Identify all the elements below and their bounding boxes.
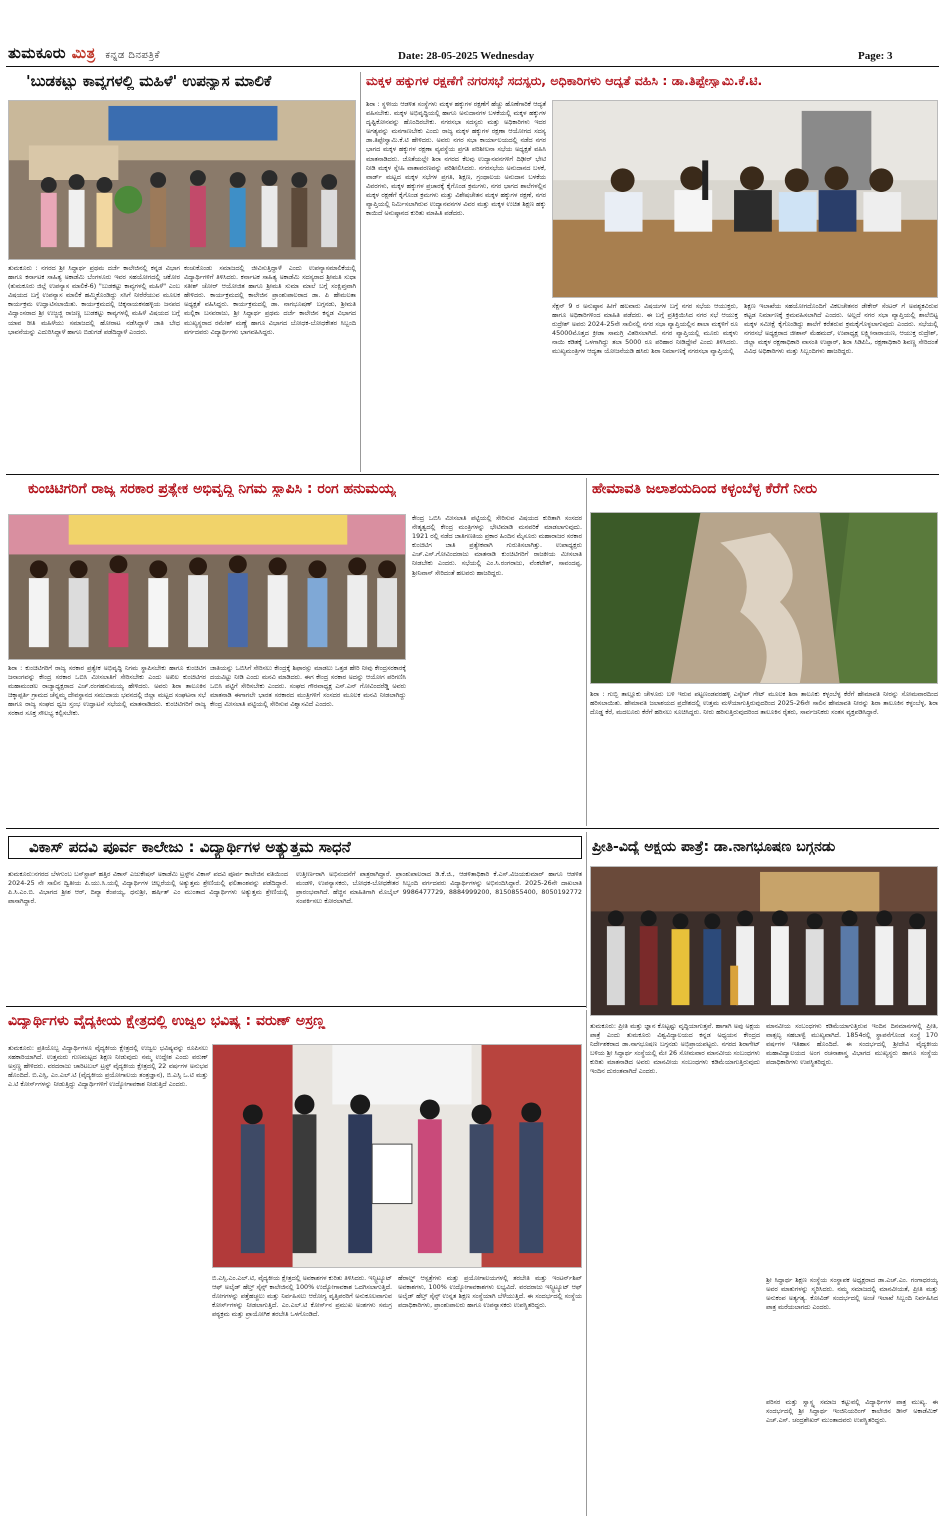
article-7-photo bbox=[212, 1044, 582, 1268]
issue-date: Date: 28-05-2025 Wednesday bbox=[398, 50, 535, 62]
article-5-text-col-2: ಉತ್ತೀರ್ಣರಾಗಿ ಅಭಿನಂದನೆಗೆ ಪಾತ್ರರಾಗಿದ್ದಾರೆ. ಪ್ರಾಂಶುಪಾಲರಾದ ಡಿ.ಕೆ.ಜಿ., ಆಡಳಿತಾಧಿಕಾರಿ ಕೆ.ಎಸ್.ವಿಜಯಕುಮಾರ್ ಹಾಗೂ ಆಡಳಿತ ಮಂಡಳಿ, ಉಪನ್ಯಾಸಕರು, ಬೋಧಕ-ಬೋಧಕೇತರ ಸಿಬ್ಬಂದಿ ವರ್ಗದವರು ವಿದ್ಯಾರ್ಥಿಗಳನ್ನು ಅಭಿನಂದಿಸಿದ್ದಾರೆ. 2025-26ನೇ ದಾಖಲಾತಿ ಪ್ರಾರಂಭವಾಗಿದೆ. ಹೆಚ್ಚಿನ ಮಾಹಿತಿಗಾಗಿ ಮೊಬೈಲ್ 9986477729, 8884999200, 8150855400, 8050192772 ಸಂಪರ್ಕಿಸಲು ಕೋರಲಾಗಿದೆ. bbox=[296, 870, 582, 906]
article-6-text-col-5: ಪರಿಸರ ಮತ್ತು ಸ್ವಾಸ್ಥ್ಯ ಸಮಾಜ ಕಟ್ಟುವಲ್ಲಿ ವಿದ್ಯಾರ್ಥಿಗಳ ಪಾತ್ರ ಮುಖ್ಯ. ಈ ಸಂದರ್ಭದಲ್ಲಿ ಶ್ರೀ ಸಿದ್ಧಾರ್ಥ ಇಂಜಿನಿಯರಿಂಗ್ ಕಾಲೇಜಿನ ಡೀನ್ ಅಕಾಡೆಮಿಕ್ ಎಚ್.ಎಸ್. ಚಂದ್ರಶೇಖರ್ ಮುಂತಾದವರು ಉಪಸ್ಥಿತರಿದ್ದರು. bbox=[766, 1398, 938, 1425]
section-rule-3 bbox=[6, 1006, 586, 1007]
article-4-headline: ಹೇಮಾವತಿ ಜಲಾಶಯದಿಂದ ಕಳ್ಳಂಬೆಳ್ಳ ಕೆರೆಗೆ ನೀರು bbox=[592, 482, 818, 497]
article-6-text-col-2: ಮಾನವೀಯ ಸಂಬಂಧಗಳು ಕಡಿಮೆಯಾಗುತ್ತಿರುವ ಇಂದಿನ ದಿನಮಾನಗಳಲ್ಲಿ ಪ್ರೀತಿ, ವಾತ್ಸಲ್ಯ ಸಹಬಾಳ್ವೆ ಮುಖ್ಯವಾಗಿದೆ. 1854ರಲ್ಲಿ ಸ್ಥಾಪನೆಗೊಂಡ ಸಂಸ್ಥೆ 170 ವರ್ಷಗಳ ಇತಿಹಾಸ ಹೊಂದಿದೆ. ಈ ಸಂದರ್ಭದಲ್ಲಿ ಶ್ರೀದೇವಿ ವೈದ್ಯಕೀಯ ಮಹಾವಿದ್ಯಾಲಯದ ಅಂಗ ರಚನಾಶಾಸ್ತ್ರ ವಿಭಾಗದ ಮುಖ್ಯಸ್ಥರು ಹಾಗೂ ಸಂಸ್ಥೆಯ ಪದಾಧಿಕಾರಿಗಳು ಉಪಸ್ಥಿತರಿದ್ದರು. bbox=[766, 1022, 938, 1067]
article-2-text-col-1: ಶಿರಾ : ಸ್ಥಳೀಯ ಆಡಳಿತ ಸಂಸ್ಥೆಗಳು ಮಕ್ಕಳ ಹಕ್ಕುಗಳ ರಕ್ಷಣೆಗೆ ಹೆಚ್ಚು ಹೊಣೆಗಾರಿಕೆ ಆದ್ಯತೆ ವಹಿಸಬೇಕು. ಮಕ್ಕಳ ಅಭಿವೃದ್ಧಿಯಲ್ಲಿ ಹಾಗೂ ಅನುದಾನಗಳ ಬಳಕೆಯಲ್ಲಿ ಮಕ್ಕಳ ಹಕ್ಕುಗಳ ದೃಷ್ಟಿಕೋನವನ್ನು ಹೊಂದಿರಬೇಕು. ನಗರಸಭಾ ಸದಸ್ಯರು ಮತ್ತು ಅಧಿಕಾರಿಗಳು ಇದರ ಅಗತ್ಯವನ್ನು ಮನಗಾಣಬೇಕು ಎಂದು ರಾಜ್ಯ ಮಕ್ಕಳ ಹಕ್ಕುಗಳ ರಕ್ಷಣಾ ಆಯೋಗದ ಸದಸ್ಯ ಡಾ.ತಿಪ್ಪೇಸ್ವಾಮಿ.ಕೆ.ಟಿ ಹೇಳಿದರು. ಅವರು ನಗರ ಸಭಾ ಕಾರ್ಯಾಲಯದಲ್ಲಿ ನಡೆದ ನಗರ ಭಾಗದ ಮಕ್ಕಳ ಹಕ್ಕುಗಳ ರಕ್ಷಣಾ ವ್ಯವಸ್ಥೆಯ ಪ್ರಗತಿ ಪರಿಶೀಲನಾ ಸಭೆಯ ಅಧ್ಯಕ್ಷತೆ ವಹಿಸಿ ಮಾತನಾಡಿದರು. ಜೊತೆಯಲ್ಲೇ ಶಿರಾ ನಗರದ ಕೆಲವು ಉದ್ಯಾನವನಗಳಿಗೆ ದಿಢೀರ್ ಭೇಟಿ ನೀಡಿ ಮಕ್ಕಳ ಸ್ನೇಹಿ ವಾತಾವರಣವನ್ನು ಪರಿಶೀಲಿಸಿದರು. ನಗರಸಭೆಯ ಅನುದಾನದ ಬಳಕೆ, ವಾರ್ಡ್ ಮಟ್ಟದ ಮಕ್ಕಳ ಸಭೆಗಳ ಪ್ರಗತಿ, ಶಿಕ್ಷಣ, ಗ್ರಂಥಾಲಯ ಅನುದಾನ ಬಳಕೆಯ ವಿವರಗಳು, ಮಕ್ಕಳ ಹಕ್ಕುಗಳ ಪ್ರಚಾರಕ್ಕೆ ಕೈಗೊಂಡ ಕ್ರಮಗಳು, ನಗರ ಭಾಗದ ಶಾಲೆಗಳಲ್ಲಿನ ಮಕ್ಕಳ ರಕ್ಷಣೆಗೆ ಕೈಗೊಂಡ ಕ್ರಮಗಳು ಮತ್ತು ವಿಶೇಷಚೇತನ ಮಕ್ಕಳ ಹಕ್ಕುಗಳ ರಕ್ಷಣೆ, ನಗರ ವ್ಯಾಪ್ತಿಯಲ್ಲಿ ನಿರ್ಮಿಸಲಾಗಿರುವ ಉದ್ಯಾನವನಗಳ ವಿವರ ಮತ್ತು ಮಕ್ಕಳ ಉಚಿತ ಶಿಕ್ಷಣ ಹಕ್ಕು ಕಾಯಿದೆ ಅನುಷ್ಠಾನದ ಕುರಿತು ಮಾಹಿತಿ ಪಡೆದರು. bbox=[366, 100, 546, 218]
column-divider bbox=[586, 1010, 587, 1516]
article-2-headline: ಮಕ್ಕಳ ಹಕ್ಕುಗಳ ರಕ್ಷಣೆಗೆ ನಗರಸಭೆ ಸದಸ್ಯರು, ಅಧಿಕಾರಿಗಳು ಆದ್ಯತೆ ವಹಿಸಿ : ಡಾ.ತಿಪ್ಪೇಸ್ವಾಮಿ.ಕೆ.ಟಿ. bbox=[366, 74, 763, 88]
masthead bbox=[0, 0, 945, 68]
article-7-text-col-2: ಬಿ.ಎಸ್ಸಿ.ಎಂ.ಎಲ್.ಟಿ, ವೈದ್ಯಕೀಯ ಕ್ಷೇತ್ರದಲ್ಲಿ ಅವಕಾಶಗಳ ಕುರಿತು ತಿಳಿಸಿದರು. ಇನ್ಸ್ಟಿಟ್ಯೂಟ್ ಆಫ್ ಅಲೈಡ್ ಹೆಲ್ತ್ ಸೈನ್ಸ್ ಕಾಲೇಜಿನಲ್ಲಿ 100% ಉದ್ಯೋಗಾವಕಾಶ ಒದಗಿಸಲಾಗುತ್ತಿದೆ. ರೋಗಗಳನ್ನು ಪತ್ತೆಹಚ್ಚಲು ಮತ್ತು ನಿರ್ವಹಿಸಲು ಆರೋಗ್ಯ ವೃತ್ತಿಪರರಿಗೆ ಅನುಕೂಲವಾಗುವ ಕೋರ್ಸ್‌ಗಳನ್ನು ನೀಡಲಾಗುತ್ತಿದೆ. ಎಂ.ಎಲ್.ಟಿ ಕೋರ್ಸ್‌ನ ಪ್ರಮುಖ ಅಂಶಗಳು ಸಮಗ್ರ ಪಠ್ಯಕ್ರಮ ಮತ್ತು ಪ್ರಾಯೋಗಿಕ ತರಬೇತಿ ಒಳಗೊಂಡಿದೆ. bbox=[212, 1274, 392, 1319]
article-3-text-col-2: ಜಾತಿಯನ್ನು ಒಬಿಸಿಗೆ ಸೇರಿಸಲು ಕೇಂದ್ರಕ್ಕೆ ಶಿಫಾರಸ್ಸು ಮಾಡಲು ಒತ್ತಡ ಹೇರಿ ನೀವು ಕೇಂದ್ರಸರಕಾರಕ್ಕೆ ದಯವಿಟ್ಟು ನೀಡಿ ಎಂದು ಮನವಿ ಮಾಡಿದರು. ಈಗ ಕೇಂದ್ರ ಸರಕಾರ ಅದನ್ನು ಆಯೋಗ ಪರಿಗಣಿಸಿ ಒಬಿಸಿ ಪಟ್ಟಿಗೆ ಸೇರಿಸಬೇಕು ಎಂದರು. ಸಂಘದ ಗೌರವಾಧ್ಯಕ್ಷ ಎಸ್.ಎನ್ ಗೋವಿಂದರೆಡ್ಡಿ ಅವರು ಮಾತನಾಡಿ ಈಗಾಗಲೇ ಭಾರತ ಸರಕಾರದ ಮಂತ್ರಿಗಳಿಗೆ ಸಂಸದರ ಮೂಲಕ ಮನವಿ ನೀಡಲಾಗಿದ್ದು ಕೇಂದ್ರ ಮೀಸಲಾತಿ ಪಟ್ಟಿಯಲ್ಲಿ ಸೇರಿಸುವ ವಿಶ್ವಾಸವಿದೆ ಎಂದರು. bbox=[210, 664, 406, 709]
article-3-text-col-3: ಕೇಂದ್ರ ಒಬಿಸಿ ಮೀಸಲಾತಿ ಪಟ್ಟಿಯಲ್ಲಿ ಸೇರಿಸುವ ವಿಷಯದ ಕುರಿತಾಗಿ ಸಂಸದರ ನೇತೃತ್ವದಲ್ಲಿ ಕೇಂದ್ರ ಮಂತ್ರಿಗಳನ್ನು ಭೇಟಿಮಾಡಿ ಮನವರಿಕೆ ಮಾಡಲಾಗುವುದು. 1921 ರಲ್ಲಿ ನಡೆದ ಜಾತಿಗಣತಿಯ ಪ್ರಕಾರ ಹಿಂದಿನ ಮೈಸೂರು ಮಹಾರಾಜರ ಸರಕಾರ ಕುಂಚಿಟಿಗ ಜಾತಿ ಪ್ರತ್ಯೇಕವಾಗಿ ಗುರುತಿಸಲಾಗಿತ್ತು. ಉಪಾಧ್ಯಕ್ಷರು ಎಚ್.ಎಸ್.ಗೋವಿಂದರಾಜು ಮಾತನಾಡಿ ಕುಂಚಿಟಿಗರಿಗೆ ರಾಜಕೀಯ ಮೀಸಲಾತಿ ನೀಡಬೇಕು ಎಂದರು. ಸಭೆಯಲ್ಲಿ ಎಂ.ಸಿ.ರಂಗರಾಜು, ವೆಂಕಟೇಶ್, ಸಾವಂದಪ್ಪ, ಶ್ರೀನಿವಾಸ್ ಸೇರಿದಂತೆ ಹಲವರು ಹಾಜರಿದ್ದರು. bbox=[412, 514, 582, 577]
article-1-text-col-2: ಕಂಚುಕೊಂಡು ಸಮಾಜದಲ್ಲಿ ಜೀವಿಸುತ್ತಿದ್ದಾಳೆ ಎಂದು ಉಪನ್ಯಾಸಮಾಲಿಕೆಯಲ್ಲಿ ವಿದ್ಯಾರ್ಥಿಗಳಿಗೆ ತಿಳಿಸಿದರು. ಕರ್ನಾಟಕ ಸಾಹಿತ್ಯ ಅಕಾಡೆಮಿ ಸದಸ್ಯರಾದ ಶ್ರೀಮತಿ ಸುಧಾ ಸತೀಶ್ ಚೋರ್ ಆಯೋಜಿತ ಹಾಗೂ ಶ್ರೀಮತಿ ಸುಮಾ ಮಾಲೆ ಬಗ್ಗೆ ಸಂಕ್ಷಿಪ್ತವಾಗಿ ಹೇಳಿದರು. ಕಾರ್ಯಕ್ರಮದಲ್ಲಿ ಕಾಲೇಜಿನ ಪ್ರಾಂಶುಪಾಲರಾದ ಡಾ. ಪಿ ಹೇಮಲತಾ ಅಧ್ಯಕ್ಷತೆ ವಹಿಸಿದ್ದರು. ಕಾರ್ಯಕ್ರಮದಲ್ಲಿ ಡಾ. ನಾಗಭೂಷಣ್ ಬಗ್ಗನಡು, ಶ್ರೀಮತಿ ಮಲ್ಲಿಕಾ ಬಸವರಾಜು, ಶ್ರೀ ಸಿದ್ಧಾರ್ಥ ಪ್ರಥಮ ದರ್ಜೆ ಕಾಲೇಜಿನ ಕನ್ನಡ ವಿಭಾಗದ ಮುಖ್ಯಸ್ಥರಾದ ರಮೇಶ್ ಮಣ್ಣೆ ಹಾಗೂ ವಿಭಾಗದ ಬೋಧಕ-ಬೋಧಕೇತರ ಸಿಬ್ಬಂದಿ ವರ್ಗದವರು ವಿದ್ಯಾರ್ಥಿಗಳು ಭಾಗವಹಿಸಿದ್ದರು. bbox=[184, 264, 356, 336]
masthead-rule bbox=[6, 66, 939, 67]
article-3-text-col-1: ಶಿರಾ : ಕುಂಚಿಟಿಗರಿಗೆ ರಾಜ್ಯ ಸರಕಾರ ಪ್ರತ್ಯೇಕ ಅಭಿವೃದ್ಧಿ ನಿಗಮ ಸ್ಥಾಪಿಸಬೇಕು ಹಾಗೂ ಕುಂಚಿಟಿಗ ಜನಾಂಗವನ್ನು ಕೇಂದ್ರ ಸರಕಾರ ಒಬಿಸಿ ಮೀಸಲಾತಿಗೆ ಸೇರಿಸಬೇಕು ಎಂದು ಅಖಿಲ ಕುಂಚಿಟಿಗರ ಮಹಾಮಂಡಲ ರಾಜ್ಯಾಧ್ಯಕ್ಷರಾದ ಎಚ್.ರಂಗಹನುಮಯ್ಯ ಹೇಳಿದರು. ಅವರು ಶಿರಾ ತಾಲೂಕಿನ ಚಿಕ್ಕಾಪ್ಪರ್ತಿ ಗ್ರಾಮದ ಚೆನ್ನಮ್ಮ ದೇವಸ್ಥಾನದ ಸಮುದಾಯ ಭವನದಲ್ಲಿ ಜಿಲ್ಲಾ ಮಟ್ಟದ ಸಂಘಟನಾ ಸಭೆ ಹಾಗೂ ರಾಜ್ಯ ಸಂಘದ ಧ್ವಜ ಸ್ತಂಭ ಉದ್ಘಾಟನೆ ಸಭೆಯಲ್ಲಿ ಮಾತನಾಡಿದರು. ಕುಂಚಿಟಿಗರಿಗೆ ರಾಜ್ಯ ಸರಕಾರ ಸೂಕ್ತ ಸೌಲಭ್ಯ ಕಲ್ಪಿಸಬೇಕು. bbox=[8, 664, 206, 718]
section-rule-1 bbox=[6, 474, 939, 475]
article-2-text-col-3: ಶಿಕ್ಷಣ ಇಲಾಖೆಯ ಸಹಯೋಗದೊಂದಿಗೆ ವಿಕಲಚೇತನರ ಡೇಕೇರ್ ಸೆಂಟರ್ ಗೆ ಅವಶ್ಯಕವಿರುವ ಕಟ್ಟಡ ನಿರ್ಮಾಣಕ್ಕೆ ಕ್ರಮವಹಿಸಲಾಗಿದೆ ಎಂದರು. ಅಲ್ಲದೆ ನಗರ ಸಭಾ ವ್ಯಾಪ್ತಿಯಲ್ಲಿ ಶಾಲೆಬಿಟ್ಟ ಮಕ್ಕಳ ಸಮೀಕ್ಷೆ ಕೈಗೊಂಡಿದ್ದು ಶಾಲೆಗೆ ಕರೆತರುವ ಕ್ರಮಕೈಗೊಳ್ಳಲಾಗುವುದು ಎಂದರು. ಸಭೆಯಲ್ಲಿ ನಗರಸಭೆ ಅಧ್ಯಕ್ಷರಾದ ಜೀಶಾನ್ ಮೆಹಮದ್, ಉಪಾಧ್ಯಕ್ಷ ಲಕ್ಷ್ಮೀನಾರಾಯಣ, ಆಯುಕ್ತ ರುದ್ರೇಶ್, ಜಿಲ್ಲಾ ಮಕ್ಕಳ ರಕ್ಷಣಾಧಿಕಾರಿ ವಾಸಂತಿ ಉಪ್ಪಾರ್, ಶಿರಾ ಸಿಡಿಪಿಓ, ರಕ್ಷಣಾಧಿಕಾರಿ ಶಿವಣ್ಣ ಸೇರಿದಂತೆ ವಿವಿಧ ಅಧಿಕಾರಿಗಳು ಮತ್ತು ಸಿಬ್ಬಂದಿಗಳು ಹಾಜರಿದ್ದರು. bbox=[744, 302, 938, 356]
column-divider bbox=[586, 478, 587, 826]
column-divider bbox=[360, 72, 361, 472]
article-2-text-col-2: ಸೆಕ್ಷನ್ 9 ರ ಅನುಷ್ಠಾನ ಹೀಗೆ ಹಲವಾರು ವಿಷಯಗಳ ಬಗ್ಗೆ ನಗರ ಸಭೆಯ ಆಯುಕ್ತರು, ಹಾಗೂ ಅಧಿಕಾರಿಗಳಿಂದ ಮಾಹಿತಿ ಪಡೆದರು. ಈ ಬಗ್ಗೆ ಪ್ರತಿಕ್ರಿಯಿಸಿದ ನಗರ ಸಭೆ ಆಯುಕ್ತ ರುದ್ರೇಶ್ ಅವರು 2024-25ನೇ ಸಾಲಿನಲ್ಲಿ ನಗರ ಸಭಾ ವ್ಯಾಪ್ತಿಯಲ್ಲಿನ ಶಾಲಾ ಮಕ್ಕಳಿಗೆ ರೂ 45000ಮೊತ್ತದ ಕ್ರೀಡಾ ಸಾಮಗ್ರಿ ವಿತರಿಸಲಾಗಿದೆ. ನಗರ ವ್ಯಾಪ್ತಿಯಲ್ಲಿ ಮೂರು ಮಕ್ಕಳು ನಾಯಿ ಕಡಿತಕ್ಕೆ ಒಳಗಾಗಿದ್ದು ತಲಾ 5000 ರೂ ಪರಿಹಾರ ನೀಡಿದ್ದೇವೆ ಎಂದು ತಿಳಿಸಿದರು. ಮುಖ್ಯಮಂತ್ರಿಗಳ ಆದ್ಯತಾ ಯೋಜನೆಯಡಿ ಹಸಿರು ಶಿರಾ ನಿರ್ಮಾಣಕ್ಕೆ ನಗರಸಭಾ ವ್ಯಾಪ್ತಿಯಲ್ಲಿ bbox=[552, 302, 738, 356]
column-divider bbox=[586, 832, 587, 1008]
article-4-photo bbox=[590, 512, 938, 684]
logo-prefix: ತುಮಕೂರು bbox=[8, 44, 67, 62]
article-1-text-col-1: ತುಮಕೂರು : ನಗರದ ಶ್ರೀ ಸಿದ್ಧಾರ್ಥ ಪ್ರಥಮ ದರ್ಜೆ ಕಾಲೇಜಿನಲ್ಲಿ ಕನ್ನಡ ವಿಭಾಗ ಹಾಗೂ ಕರ್ನಾಟಕ ಸಾಹಿತ್ಯ ಅಕಾಡೆಮಿ ಬೆಂಗಳೂರು ಇವರ ಸಹಯೋಗದಲ್ಲಿ ಚಕೋರ (ತುಮಕೂರು ಜಿಲ್ಲೆ ಉಪನ್ಯಾಸ ಮಾಲಿಕೆ-6) "ಬುಡಕಟ್ಟು ಕಾವ್ಯಗಳಲ್ಲಿ ಮಹಿಳೆ" ಎಂಬ ವಿಷಯದ ಬಗ್ಗೆ ಉಪನ್ಯಾಸ ಮಾಲಿಕೆ ಹಮ್ಮಿಕೊಂಡಿದ್ದು ಸಸಿಗೆ ನೀರೆರೆಯುವ ಮೂಲಕ ಕಾರ್ಯಕ್ರಮ ಉದ್ಘಾಟಿಸಲಾಯಿತು. ಕಾರ್ಯಕ್ರಮದಲ್ಲಿ ಚಿಕ್ಕನಾಯಕನಹಳ್ಳಿಯ ಜನಪದ ವಿದ್ವಾಂಸರಾದ ಶ್ರೀ ಉಜ್ಜಜ್ಜಿ ರಾಜಣ್ಣ ಬುಡಕಟ್ಟು ಕಾವ್ಯಗಳಲ್ಲಿ ಮಹಿಳೆ ವಿಷಯದ ಬಗ್ಗೆ ಯಾವ ರೀತಿ ಮಹಿಳೆಯು ಸಮಾಜದಲ್ಲಿ ಹೋರಾಟ ನಡೆಸಿದ್ದಾಳೆ ಜಾತಿ ಬೇಧ ಭಾವನೆಯನ್ನು ಎದುರಿಸಿದ್ದಾಳೆ ಹಾಗೂ ಬಿಡುಗಡೆ ಪಡೆದಿದ್ದಾಳೆ ಎಂದರು. bbox=[8, 264, 180, 336]
article-6-text-col-4: ಶ್ರೀ ಸಿದ್ಧಾರ್ಥ ಶಿಕ್ಷಣ ಸಂಸ್ಥೆಯ ಸಂಸ್ಥಾಪಕ ಅಧ್ಯಕ್ಷರಾದ ಡಾ.ಎಚ್.ಎಂ. ಗಂಗಾಧರಯ್ಯ ಅವರ ಮಾತುಗಳನ್ನು ಸ್ಮರಿಸಿದರು. ನಮ್ಮ ಸಮಾಜದಲ್ಲಿ ಮಾನವೀಯತೆ, ಪ್ರೀತಿ ಮತ್ತು ಅನುಕಂಪ ಅತ್ಯಗತ್ಯ. ಕೋವಿಡ್ ಸಂದರ್ಭದಲ್ಲಿ ಅಂಚೆ ಇಲಾಖೆ ಸಿಬ್ಬಂದಿ ನಿರ್ವಹಿಸಿದ ಪಾತ್ರ ಮರೆಯಲಾಗದು ಎಂದರು. bbox=[766, 1276, 938, 1312]
article-6-text-col-1: ತುಮಕೂರು: ಪ್ರೀತಿ ಮತ್ತು ಜ್ಞಾನ ಕೊಟ್ಟಷ್ಟು ವೃದ್ಧಿಯಾಗುತ್ತವೆ. ಹಾಗಾಗಿ ಅವು ಅಕ್ಷಯ ಪಾತ್ರೆ ಎಂದು ತುಮಕೂರು ವಿಶ್ವವಿದ್ಯಾಲಯದ ಕನ್ನಡ ಅಧ್ಯಯನ ಕೇಂದ್ರದ ನಿರ್ದೇಶಕರಾದ ಡಾ.ನಾಗಭೂಷಣ ಬಗ್ಗನಡು ಅಭಿಪ್ರಾಯಪಟ್ಟರು. ನಗರದ ಶಿರಾಗೇಟ್ ಬಳಿಯ ಶ್ರೀ ಸಿದ್ಧಾರ್ಥ ಸಂಸ್ಥೆಯಲ್ಲಿ ಮೇ 26 ಸೋಮವಾರ ಮಾನವೀಯ ಸಂಬಂಧಗಳು ಕುರಿತು ಮಾತನಾಡಿದ ಅವರು ಮಾನವೀಯ ಸಂಬಂಧಗಳು ಕಡಿಮೆಯಾಗುತ್ತಿರುವುದು ಇಂದಿನ ದುರಂತವಾಗಿದೆ ಎಂದರು. bbox=[590, 1022, 760, 1076]
article-7-headline: ವಿದ್ಯಾರ್ಥಿಗಳು ವೈದ್ಯಕೀಯ ಕ್ಷೇತ್ರದಲ್ಲಿ ಉಜ್ವಲ ಭವಿಷ್ಯ : ವರುಣ್ ಅಸ್ರಣ್ಣ bbox=[8, 1014, 325, 1029]
article-2-photo bbox=[552, 100, 938, 298]
article-1-headline: 'ಬುಡಕಟ್ಟು ಕಾವ್ಯಗಳಲ್ಲಿ ಮಹಿಳೆ' ಉಪನ್ಯಾಸ ಮಾಲಿಕೆ bbox=[26, 73, 272, 90]
article-4-caption: ಶಿರಾ : ಗುಬ್ಬಿ ತಾಲ್ಲೂಕು ಚೇಳೂರು ಬಳಿ ಇರುವ ಪಟ್ಟಣಂಡವರಹಳ್ಳಿ ಎಸ್ಕೇಪ್ ಗೇಟ್ ಮೂಲಕ ಶಿರಾ ತಾಲೂಕು ಕಳ್ಳಂಬೆಳ್ಳ ಕೆರೆಗೆ ಹೇಮಾವತಿ ನೀರನ್ನು ಸೋಮವಾರದಿಂದ ಹರಿಸಲಾಯಿತು. ಹೇಮಾವತಿ ಜಲಾಶಯದ ಪ್ರದೇಶದಲ್ಲಿ ಉತ್ತಮ ಮಳೆಯಾಗುತ್ತಿರುವುದರಿಂದ 2025-26ನೇ ಸಾಲಿನ ಹೇಮಾವತಿ ನೀರನ್ನು ಶಿರಾ ತಾಲೂಕಿನ ಕಳ್ಳಂಬೆಳ್ಳ, ಶಿರಾ ದೊಡ್ಡ ಕೆರೆ, ಮದಲೂರು ಕೆರೆಗೆ ಹರಿಸಲು ಸೂಚಿಸಿದ್ದರು. ನೀರು ಹರಿಸುತ್ತಿರುವುದರಿಂದ ತಾಲೂಕಿನ ರೈತರು, ಸಾರ್ವಜನಿಕರು ಸಂತಸ ವ್ಯಕ್ತಪಡಿಸಿದ್ದಾರೆ. bbox=[590, 690, 938, 717]
page-number: Page: 3 bbox=[858, 50, 893, 62]
article-3-photo bbox=[8, 514, 406, 660]
article-6-photo bbox=[590, 866, 938, 1016]
article-6-headline: ಪ್ರೀತಿ-ವಿದ್ಯೆ ಅಕ್ಷಯ ಪಾತ್ರೆ: ಡಾ.ನಾಗಭೂಷಣ ಬಗ್ಗನಡು bbox=[592, 840, 836, 855]
newspaper-logo bbox=[8, 44, 160, 62]
article-1-photo bbox=[8, 100, 356, 260]
article-5-text-col-1: ತುಮಕೂರು:ನಗರದ ಬೆಳಗುಂಬ ಬಸ್‌ಸ್ಟಾಪ್ ಹತ್ತಿರ ವಿಕಾಸ್ ಎಜುಕೇಷನ್ ಅಕಾಡೆಮಿ ಟ್ರಸ್ಟ್‌ನ ವಿಕಾಸ್ ಪದವಿ ಪೂರ್ವ ಕಾಲೇಜಿನ ವತಿಯಿಂದ 2024-25 ನೇ ಸಾಲಿನ ದ್ವಿತೀಯ ಪಿ.ಯು.ಸಿ.ಯಲ್ಲಿ ವಿದ್ಯಾರ್ಥಿಗಳ ಚಿಲ್ಲರೆಯಲ್ಲಿ ಅತ್ಯುತ್ತಮ ಶ್ರೇಣಿಯಲ್ಲಿ ಫಲಿತಾಂಶವನ್ನು ಪಡೆದಿದ್ದಾರೆ. ಪಿ.ಸಿ.ಎಂ.ಬಿ. ವಿಭಾಗದ ಶ್ರೀಶ ಆರ್, ದಿವ್ಯಾ ಕೆಂಪಯ್ಯ, ಧನುಶ್ರೀ, ಹರ್ಷಿತ್ ಎಂ ಮುಂತಾದ ವಿದ್ಯಾರ್ಥಿಗಳು ಅತ್ಯುತ್ತಮ ಶ್ರೇಣಿಯಲ್ಲಿ ಪಾಸಾಗಿದ್ದಾರೆ. bbox=[8, 870, 288, 906]
section-rule-2 bbox=[6, 828, 939, 829]
article-7-text-col-3: ಹೆರಾಲ್ಡ್ ಆಸ್ಪತ್ರೆಗಳು ಮತ್ತು ಪ್ರಯೋಗಾಲಯಗಳಲ್ಲಿ ತರಬೇತಿ ಮತ್ತು ಇಂಟರ್ನ್‌ಶಿಪ್ ಅವಕಾಶಗಳು, 100% ಉದ್ಯೋಗಾವಕಾಶಗಳು ಲಭ್ಯವಿದೆ. ವರದರಾಜು ಇನ್ಸ್ಟಿಟ್ಯೂಟ್ ಆಫ್ ಅಲೈಡ್ ಹೆಲ್ತ್ ಸೈನ್ಸ್ ಉನ್ನತ ಶಿಕ್ಷಣ ಸಂಸ್ಥೆಯಾಗಿ ಬೆಳೆಯುತ್ತಿದೆ. ಈ ಸಂದರ್ಭದಲ್ಲಿ ಸಂಸ್ಥೆಯ ಪದಾಧಿಕಾರಿಗಳು, ಪ್ರಾಂಶುಪಾಲರು ಹಾಗೂ ಉಪನ್ಯಾಸಕರು ಉಪಸ್ಥಿತರಿದ್ದರು. bbox=[398, 1274, 582, 1310]
article-5-headline: ವಿಕಾಸ್ ಪದವಿ ಪೂರ್ವ ಕಾಲೇಜು : ವಿದ್ಯಾರ್ಥಿಗಳ ಅತ್ಯುತ್ತಮ ಸಾಧನೆ bbox=[8, 836, 582, 859]
article-3-headline: ಕುಂಚಿಟಿಗರಿಗೆ ರಾಜ್ಯ ಸರಕಾರ ಪ್ರತ್ಯೇಕ ಅಭಿವೃದ್ಧಿ ನಿಗಮ ಸ್ಥಾಪಿಸಿ : ರಂಗ ಹನುಮಯ್ಯ bbox=[28, 482, 396, 497]
logo-mitra: ಮಿತ್ರ bbox=[71, 44, 96, 62]
article-7-text-col-1: ತುಮಕೂರು: ಪ್ರತಿಯೊಬ್ಬ ವಿದ್ಯಾರ್ಥಿಗಳೂ ವೈದ್ಯಕೀಯ ಕ್ಷೇತ್ರದಲ್ಲಿ ಉಜ್ವಲ ಭವಿಷ್ಯವನ್ನು ರೂಪಿಸಲು ಸಹಕಾರಿಯಾಗಿದೆ. ಉತ್ತಮರು ಗುಣಮಟ್ಟದ ಶಿಕ್ಷಣ ನೀಡುವುದು ನಮ್ಮ ಉದ್ದೇಶ ಎಂದು ವರುಣ್ ಅಸ್ರಣ್ಣ ಹೇಳಿದರು. ವರದರಾಜು ಚಾರಿಟಬಲ್ ಟ್ರಸ್ಟ್ ವೈದ್ಯಕೀಯ ಕ್ಷೇತ್ರದಲ್ಲಿ 22 ವರ್ಷಗಳ ಅನುಭವ ಹೊಂದಿದೆ. ಬಿ.ಎಸ್ಸಿ, ಎಂ.ಎಲ್.ಟಿ (ವೈದ್ಯಕೀಯ ಪ್ರಯೋಗಾಲಯ ತಂತ್ರಜ್ಞಾನ), ಬಿ.ಎಸ್ಸಿ ಒ.ಟಿ ಮತ್ತು ಎ.ಟಿ ಕೋರ್ಸ್‌ಗಳನ್ನು ನೀಡುತ್ತಿದ್ದು ವಿದ್ಯಾರ್ಥಿಗಳಿಗೆ ಉದ್ಯೋಗಾವಕಾಶ ನೀಡುತ್ತಿದೆ ಎಂದರು. bbox=[8, 1044, 208, 1089]
logo-subtitle: ಕನ್ನಡ ದಿನಪತ್ರಿಕೆ bbox=[105, 50, 160, 61]
